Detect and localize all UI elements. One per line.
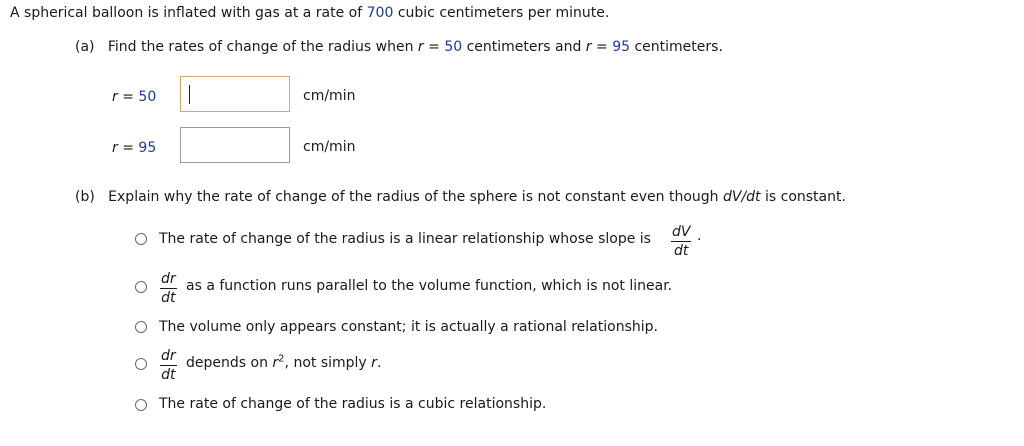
var-r: r (272, 355, 279, 371)
var-r-2: r (371, 355, 377, 371)
radio-option-1[interactable] (135, 233, 147, 245)
unit-label-r50: cm/min (303, 88, 356, 104)
part-b-question (75, 189, 846, 205)
radio-option-3[interactable] (135, 321, 147, 333)
row-2-var: r (112, 140, 118, 156)
answer-input-r95[interactable] (180, 127, 290, 163)
rate-value: 700 (366, 5, 394, 21)
answer-input-r50[interactable] (180, 76, 290, 112)
text-caret (189, 85, 190, 104)
option-2-text: as a function runs parallel to the volume function, which is not linear. (186, 278, 673, 294)
option-1-text: The rate of change of the radius is a linear relationship whose slope is (159, 231, 651, 247)
option-4-text (186, 355, 381, 371)
option-4-end: . (376, 355, 382, 371)
frac-num-dr: dr (161, 271, 176, 287)
prompt-text: A spherical balloon is inflated with gas at a rate of (10, 5, 367, 21)
frac-den-dt: dt (161, 290, 176, 306)
part-b-text: Explain why the rate of change of the radius of the sphere is not constant even though (108, 189, 723, 205)
exponent: 2 (278, 353, 285, 365)
option-4-text-2: , not simply (284, 355, 372, 371)
problem-statement (10, 5, 609, 21)
equals: = (423, 39, 445, 55)
unit-label-r95: cm/min (303, 139, 356, 155)
row-2-eq: = (117, 140, 139, 156)
fraction-dr-dt-2 (160, 348, 177, 383)
option-1-period: . (697, 228, 702, 244)
row-1-var: r (112, 89, 118, 105)
frac-den-dt: dt (674, 243, 689, 259)
var-r-2: r (585, 39, 592, 55)
option-5-text: The rate of change of the radius is a cubic relationship. (159, 396, 547, 412)
fraction-dr-dt-1 (160, 271, 177, 306)
part-a-text-3: centimeters. (630, 39, 723, 55)
part-a-label: (a) (75, 39, 95, 55)
var-r: r (417, 39, 424, 55)
row-2-label (112, 140, 156, 156)
frac-num-dv: dV (672, 224, 691, 240)
prompt-text-end: cubic centimeters per minute. (393, 5, 610, 21)
radio-option-2[interactable] (135, 281, 147, 293)
dv-dt-expr: dV/dt (722, 189, 761, 205)
equals-2: = (591, 39, 613, 55)
part-b-text-2: is constant. (760, 189, 846, 205)
part-a-question (75, 39, 723, 55)
radius-value-2: 95 (612, 39, 631, 55)
radius-value-1: 50 (444, 39, 463, 55)
row-2-val: 95 (138, 140, 157, 156)
row-1-label (112, 89, 156, 105)
frac-den-dt: dt (161, 367, 176, 383)
frac-num-dr: dr (161, 348, 176, 364)
part-b-label: (b) (75, 189, 95, 205)
radio-option-5[interactable] (135, 399, 147, 411)
row-1-val: 50 (138, 89, 157, 105)
fraction-dv-dt (671, 224, 691, 259)
part-a-text: Find the rates of change of the radius when (107, 39, 418, 55)
part-a-text-2: centimeters and (462, 39, 586, 55)
row-1-eq: = (117, 89, 139, 105)
radio-option-4[interactable] (135, 358, 147, 370)
option-4-text-1: depends on (186, 355, 273, 371)
option-3-text: The volume only appears constant; it is actually a rational relationship. (159, 319, 658, 335)
